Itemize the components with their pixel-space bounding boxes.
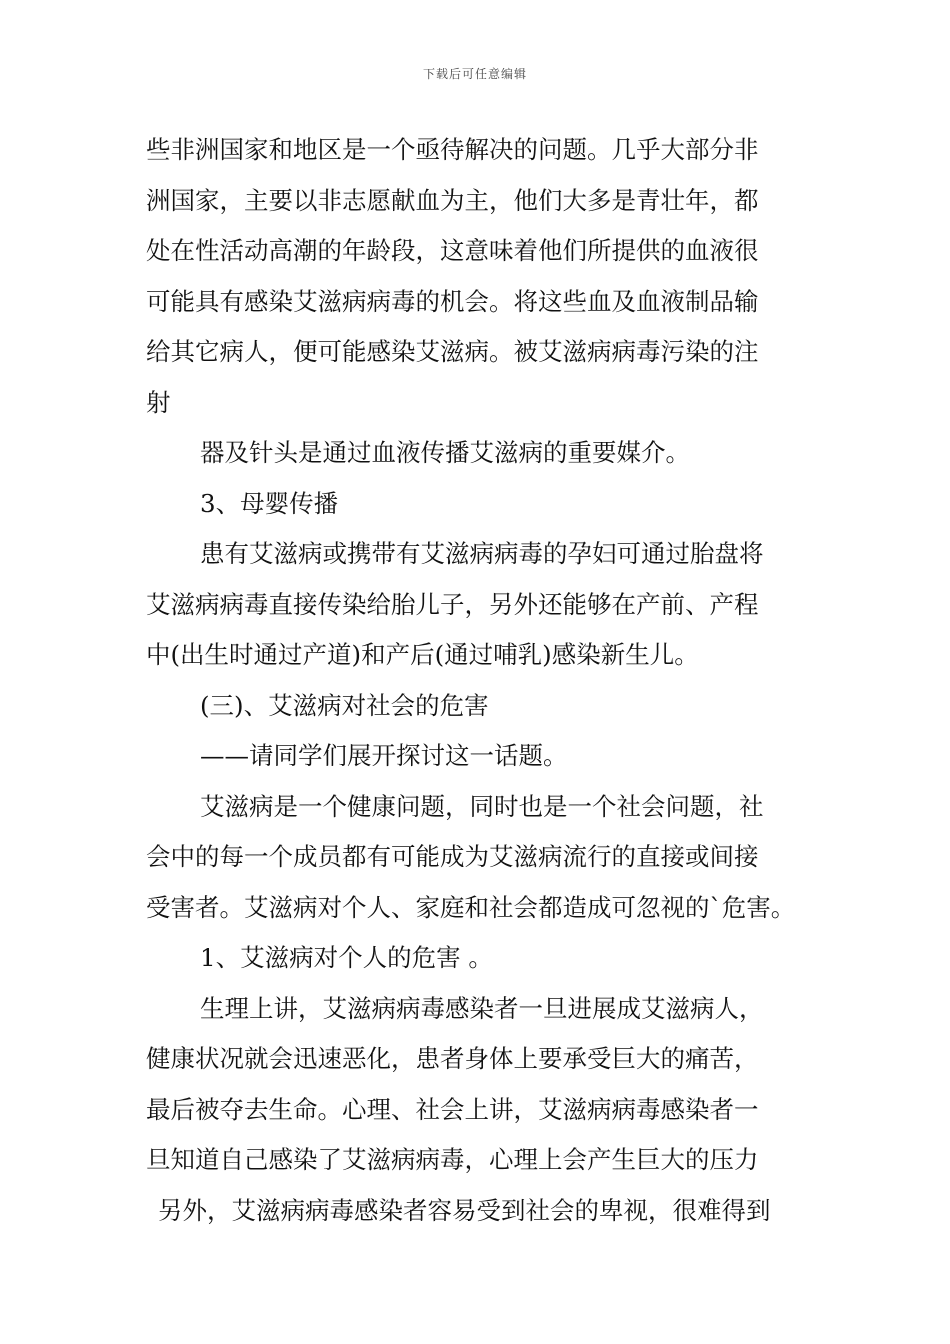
- text-line: 中(出生时通过产道)和产后(通过哺乳)感染新生儿。: [146, 640, 699, 669]
- section-heading: (三)、艾滋病对社会的危害: [200, 690, 489, 720]
- text-line: 给其它病人，便可能感染艾滋病。被艾滋病病毒污染的注: [146, 337, 759, 366]
- text-line: 生理上讲，艾滋病病毒感染者一旦进展成艾滋病人，: [200, 993, 764, 1023]
- header-note: 下载后可任意编辑: [422, 67, 527, 81]
- text-line: 处在性活动高潮的年龄段，这意味着他们所提供的血液很: [146, 236, 759, 265]
- text-line: 洲国家，主要以非志愿献血为主，他们大多是青壮年，都: [146, 185, 759, 215]
- section-heading: 3、母婴传播: [200, 488, 339, 518]
- text-line: 健康状况就会迅速恶化，患者身体上要承受巨大的痛苦，: [146, 1044, 759, 1073]
- text-line: 艾滋病是一个健康问题，同时也是一个社会问题，社: [200, 791, 764, 821]
- text-line: 些非洲国家和地区是一个亟待解决的问题。几乎大部分非: [146, 135, 759, 164]
- text-line: 最后被夺去生命。心理、社会上讲，艾滋病病毒感染者一: [146, 1094, 759, 1124]
- text-line: 射: [146, 387, 171, 417]
- text-line: 艾滋病病毒直接传染给胎儿子，另外还能够在产前、产程: [146, 589, 759, 619]
- text-line: 另外，艾滋病病毒感染者容易受到社会的卑视，很难得到: [158, 1195, 771, 1225]
- text-line: 患有艾滋病或携带有艾滋病病毒的孕妇可通过胎盘将: [200, 539, 764, 568]
- text-line: 旦知道自己感染了艾滋病病毒，心理上会产生巨大的压力: [146, 1145, 759, 1174]
- text-line: ——请同学们展开探讨这一话题。: [200, 741, 568, 770]
- text-line: 受害者。艾滋病对个人、家庭和社会都造成可忽视的`危害。: [146, 892, 796, 922]
- document-body: [146, 125, 816, 1236]
- text-line: 可能具有感染艾滋病病毒的机会。将这些血及血液制品输: [146, 286, 759, 316]
- section-heading: 1、艾滋病对个人的危害 。: [200, 943, 493, 972]
- text-line: 会中的每一个成员都有可能成为艾滋病流行的直接或间接: [146, 842, 759, 871]
- text-line: 器及针头是通过血液传播艾滋病的重要媒介。: [200, 438, 690, 467]
